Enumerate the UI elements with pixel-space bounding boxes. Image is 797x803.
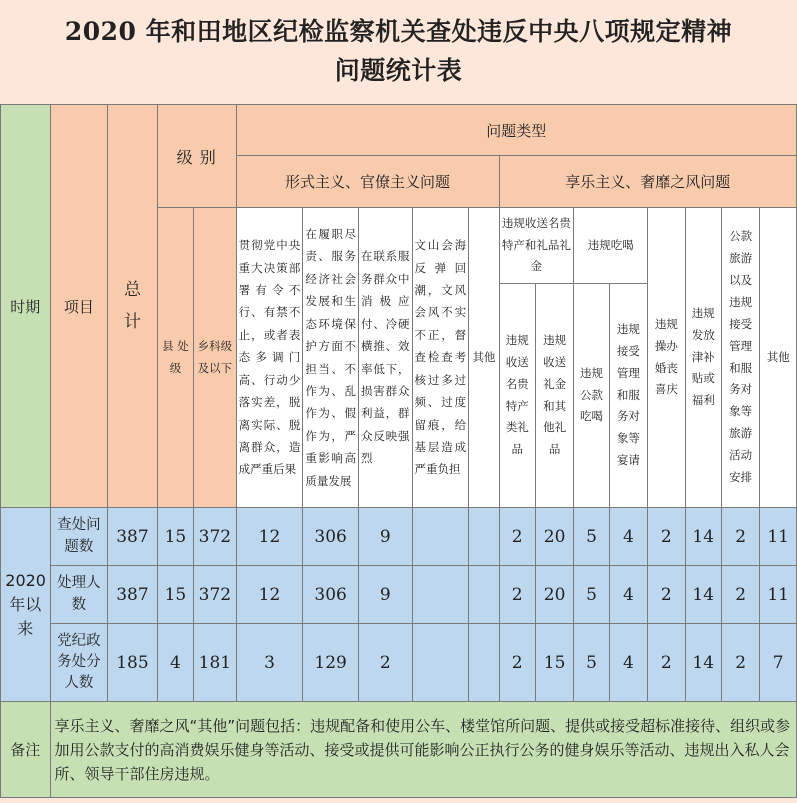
cell-dine-a: 5	[574, 566, 609, 624]
header-formalism-other: 其他	[469, 208, 499, 508]
cell-f4	[412, 508, 469, 566]
header-problem-type: 问题类型	[236, 105, 796, 156]
header-formalism: 形式主义、官僚主义问题	[236, 156, 499, 208]
cell-other: 7	[760, 624, 797, 702]
cell-f2: 129	[303, 624, 359, 702]
title-line-2: 问题统计表	[334, 56, 463, 85]
header-hedonism-other: 其他	[760, 208, 797, 508]
header-gift-specialty: 违规收送名贵特产类礼品	[499, 284, 535, 508]
header-travel: 公款旅游以及违规接受管理和服务对象等旅游活动安排	[721, 208, 759, 508]
cell-f1: 3	[236, 624, 303, 702]
cell-wedding: 2	[648, 624, 685, 702]
cell-travel: 2	[721, 508, 759, 566]
row-label: 处理人数	[50, 566, 108, 624]
cell-gift-a: 2	[499, 624, 535, 702]
header-formalism-meetings: 文山会海反弹回潮，文风会风不实不正，督查检查考核过多过频、过度留痕，给基层造成严重负担	[412, 208, 469, 508]
cell-dine-b: 4	[609, 566, 647, 624]
header-dining-public: 违规公款吃喝	[574, 284, 609, 508]
table-row	[1, 624, 797, 702]
header-dining-banquet: 违规接受管理和服务对象等宴请	[609, 284, 647, 508]
cell-gift-b: 15	[535, 624, 573, 702]
cell-travel: 2	[721, 624, 759, 702]
cell-subsidy: 14	[685, 566, 721, 624]
header-total: 总计	[108, 105, 158, 508]
header-dining: 违规吃喝	[574, 208, 648, 284]
period-cell: 2020年以来	[1, 508, 51, 702]
header-formalism-decisions: 贯彻党中央重大决策部署有令不行、有禁不止，或者表态多调门高、行动少落实差，脱离实际、脱离群众，造成严重后果	[236, 208, 303, 508]
header-level: 级 别	[157, 105, 236, 208]
note-text: 享乐主义、奢靡之风“其他”问题包括：违规配备和使用公车、楼堂馆所问题、提供或接受超标准接待、组织或参加用公款支付的高消费娱乐健身等活动、接受或提供可能影响公正执行公务的健身娱乐等活动、违规出入私人会所、领导干部住房违规。	[50, 702, 796, 798]
cell-subsidy: 14	[685, 624, 721, 702]
cell-wedding: 2	[648, 566, 685, 624]
cell-gift-a: 2	[499, 566, 535, 624]
cell-f1: 12	[236, 566, 303, 624]
cell-subsidy: 14	[685, 508, 721, 566]
row-label: 查处问题数	[50, 508, 108, 566]
statistics-table	[0, 104, 797, 798]
header-hedonism: 享乐主义、奢靡之风问题	[499, 156, 797, 208]
cell-total: 387	[108, 566, 158, 624]
cell-dine-a: 5	[574, 624, 609, 702]
cell-f3: 9	[358, 508, 412, 566]
table-row	[1, 508, 797, 566]
table-title	[0, 0, 797, 104]
cell-gift-b: 20	[535, 508, 573, 566]
cell-travel: 2	[721, 566, 759, 624]
header-formalism-duty: 在履职尽责、服务经济社会发展和生态环境保护方面不担当、不作为、乱作为、假作为，严重影响高质量发展	[303, 208, 359, 508]
cell-dine-b: 4	[609, 508, 647, 566]
cell-county: 15	[157, 508, 193, 566]
header-period: 时期	[1, 105, 51, 508]
cell-total: 387	[108, 508, 158, 566]
header-subsidy: 违规发放津补贴或福利	[685, 208, 721, 508]
title-line-1: 2020 年和田地区纪检监察机关查处违反中央八项规定精神	[64, 17, 733, 47]
cell-township: 372	[194, 566, 236, 624]
cell-total: 185	[108, 624, 158, 702]
header-county-level: 县 处级	[157, 208, 193, 508]
cell-gift-a: 2	[499, 508, 535, 566]
cell-county: 15	[157, 566, 193, 624]
note-row	[1, 702, 797, 798]
cell-township: 372	[194, 508, 236, 566]
header-wedding: 违规操办婚丧喜庆	[648, 208, 685, 508]
cell-f3: 9	[358, 566, 412, 624]
header-township-level: 乡科级及以下	[194, 208, 236, 508]
row-label: 党纪政务处分人数	[50, 624, 108, 702]
cell-f2: 306	[303, 508, 359, 566]
cell-county: 4	[157, 624, 193, 702]
table-row	[1, 566, 797, 624]
note-label: 备注	[1, 702, 51, 798]
cell-other: 11	[760, 566, 797, 624]
header-item: 项目	[50, 105, 108, 508]
cell-f5	[469, 508, 499, 566]
cell-dine-b: 4	[609, 624, 647, 702]
header-gift-money: 违规收送礼金和其他礼品	[535, 284, 573, 508]
cell-other: 11	[760, 508, 797, 566]
cell-township: 181	[194, 624, 236, 702]
cell-f3: 2	[358, 624, 412, 702]
cell-f5	[469, 624, 499, 702]
cell-f4	[412, 624, 469, 702]
cell-f5	[469, 566, 499, 624]
cell-dine-a: 5	[574, 508, 609, 566]
header-formalism-service: 在联系服务群众中消极应付、冷硬横推、效率低下，损害群众利益，群众反映强烈	[358, 208, 412, 508]
cell-f2: 306	[303, 566, 359, 624]
header-gift: 违规收送名贵特产和礼品礼金	[499, 208, 574, 284]
cell-f1: 12	[236, 508, 303, 566]
cell-wedding: 2	[648, 508, 685, 566]
cell-f4	[412, 566, 469, 624]
cell-gift-b: 20	[535, 566, 573, 624]
